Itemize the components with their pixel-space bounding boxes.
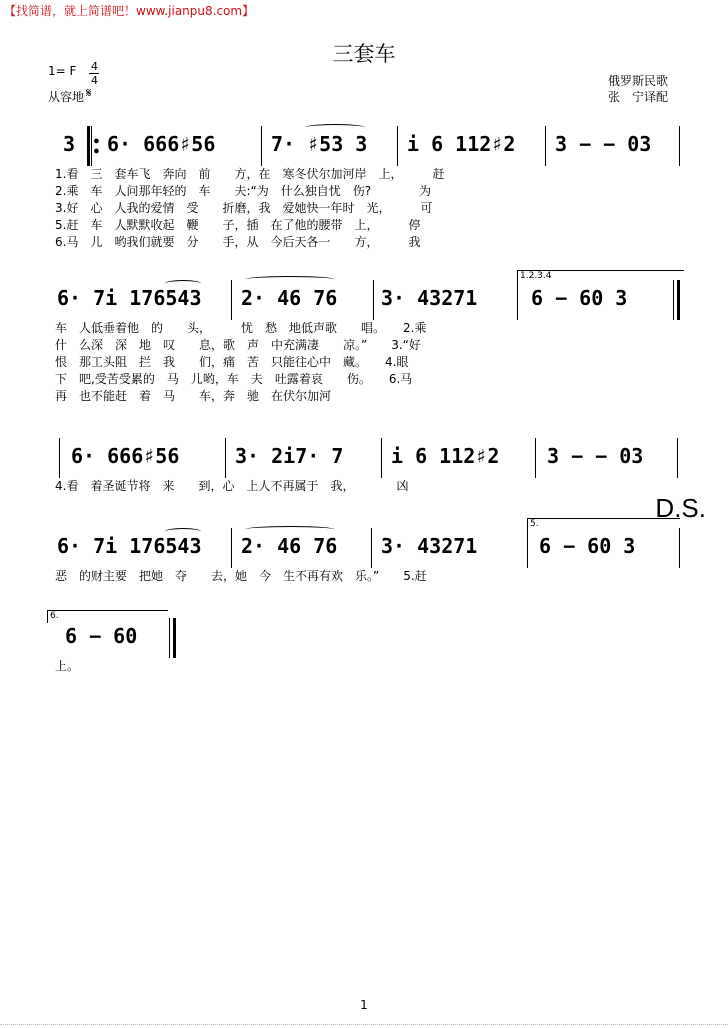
measure: 2· 46 76 <box>241 534 338 558</box>
barline <box>679 528 680 568</box>
barline <box>261 126 262 166</box>
barline <box>231 280 232 320</box>
barline <box>677 438 678 478</box>
barline <box>231 528 232 568</box>
lyric-verse: 再 也不能赶 着 马 车，奔 驰 在伏尔加河 <box>55 389 332 403</box>
lyric-verse: 3.好 心 人我的爱情 受 折磨，我 爱她快一年时 光， 可 <box>55 201 433 215</box>
barline <box>673 280 674 320</box>
lyric-verse: 车 人低垂着他 的 头， 忧 愁 地低声歌 唱。 2.乘 <box>55 321 427 335</box>
barline <box>371 528 372 568</box>
site-banner: 【找简谱，就上简谱吧！www.jianpu8.com】 <box>4 4 255 18</box>
measure: 6· 666♯56 <box>71 444 180 468</box>
notation-line <box>55 280 685 320</box>
barline <box>91 126 92 166</box>
final-barline <box>173 618 176 658</box>
tempo-marking: 从容地 <box>48 90 85 104</box>
lyric-verse: 6.马 儿 哟我们就要 分 手，从 今后天各一 方， 我 <box>55 235 421 249</box>
song-title: 三套车 <box>332 42 396 66</box>
segno-icon: 𝄋 <box>86 86 92 101</box>
page-edge-divider <box>0 1024 728 1025</box>
barline <box>517 280 518 320</box>
slur <box>245 526 335 533</box>
lyric-verse: 2.乘 车 人问那年轻的 车 夫:“为 什么独自忧 伤? 为 <box>55 184 432 198</box>
barline <box>527 528 528 568</box>
slur <box>165 528 201 535</box>
measure: 6 − 60 3 <box>539 534 636 558</box>
repeat-dots: ● ● <box>94 136 99 155</box>
volta-bracket: 5. <box>527 518 680 531</box>
measure: 2· 46 76 <box>241 286 338 310</box>
notation-line <box>55 528 685 568</box>
measure: 3 − − 03 <box>547 444 644 468</box>
barline <box>373 280 374 320</box>
score-system-2 <box>55 271 685 405</box>
lyric-verse: 5.赶 车 人默默收起 鞭 子，插 在了他的腰带 上， 停 <box>55 218 421 232</box>
measure: 3· 43271 <box>381 534 478 558</box>
lyric-verse: 恨 那工头阻 拦 我 们，痛 苦 只能往心中 藏。 4.眼 <box>55 355 409 369</box>
slur <box>245 276 335 283</box>
lyric-verse: 什 么深 深 地 叹 息，歌 声 中充满凄 凉。” 3.“好 <box>55 338 421 352</box>
score-system-3 <box>55 438 685 495</box>
repeat-barline <box>87 126 90 166</box>
measure: 7· ♯53 3 <box>271 132 368 156</box>
measure: 3 − − 03 <box>555 132 652 156</box>
slur <box>305 124 365 131</box>
dal-segno-marking: D.S. <box>655 493 706 523</box>
notation-line <box>55 438 685 478</box>
measure: 3· 43271 <box>381 286 478 310</box>
barline <box>225 438 226 478</box>
measure: 6 − 60 3 <box>531 286 628 310</box>
barline <box>381 438 382 478</box>
barline <box>545 126 546 166</box>
measure: 3· 2i7· 7 <box>235 444 344 468</box>
pickup-note: 3 <box>63 132 76 156</box>
lyric-verse: 恶 的财主要 把她 夺 去，她 今 生不再有欢 乐。” 5.赶 <box>55 569 427 583</box>
volta-bracket: 1.2.3.4 <box>517 270 684 283</box>
composer-credit: 俄罗斯民歌 <box>608 74 669 88</box>
measure: i 6 112♯2 <box>407 132 516 156</box>
notation-line <box>55 618 685 658</box>
end-repeat-barline <box>677 280 680 320</box>
barline <box>59 438 60 478</box>
lyric-verse: 4.看 着圣诞节将 来 到，心 上人不再属于 我， 凶 <box>55 479 409 493</box>
page-number: 1 <box>360 998 368 1012</box>
lyric-verse: 上。 <box>55 659 80 673</box>
lyric-verse: 下 吧,受苦受累的 马 儿哟，车 夫 吐露着哀 伤。 6.马 <box>55 372 413 386</box>
measure: 6· 7i 176543 <box>57 534 202 558</box>
volta-bracket: 6. <box>47 610 168 623</box>
measure: 6 − 60 <box>65 624 138 648</box>
measure: 6· 7i 176543 <box>57 286 202 310</box>
time-signature-bottom: 4 <box>91 74 98 87</box>
measure: i 6 112♯2 <box>391 444 500 468</box>
barline <box>535 438 536 478</box>
time-signature-top: 4 <box>91 60 98 73</box>
slur <box>165 280 201 287</box>
key-signature: 1= F <box>48 64 77 78</box>
lyric-verse: 1.看 三 套车飞 奔向 前 方，在 寒冬伏尔加河岸 上， 赶 <box>55 167 445 181</box>
measure: 6· 666♯56 <box>107 132 216 156</box>
barline <box>679 126 680 166</box>
barline <box>397 126 398 166</box>
score-system-4 <box>55 519 685 585</box>
notation-line <box>55 126 685 166</box>
score-system-5 <box>50 611 685 675</box>
arranger-credit: 张 宁译配 <box>608 90 669 104</box>
score-system-1 <box>55 126 685 251</box>
barline <box>169 618 170 658</box>
